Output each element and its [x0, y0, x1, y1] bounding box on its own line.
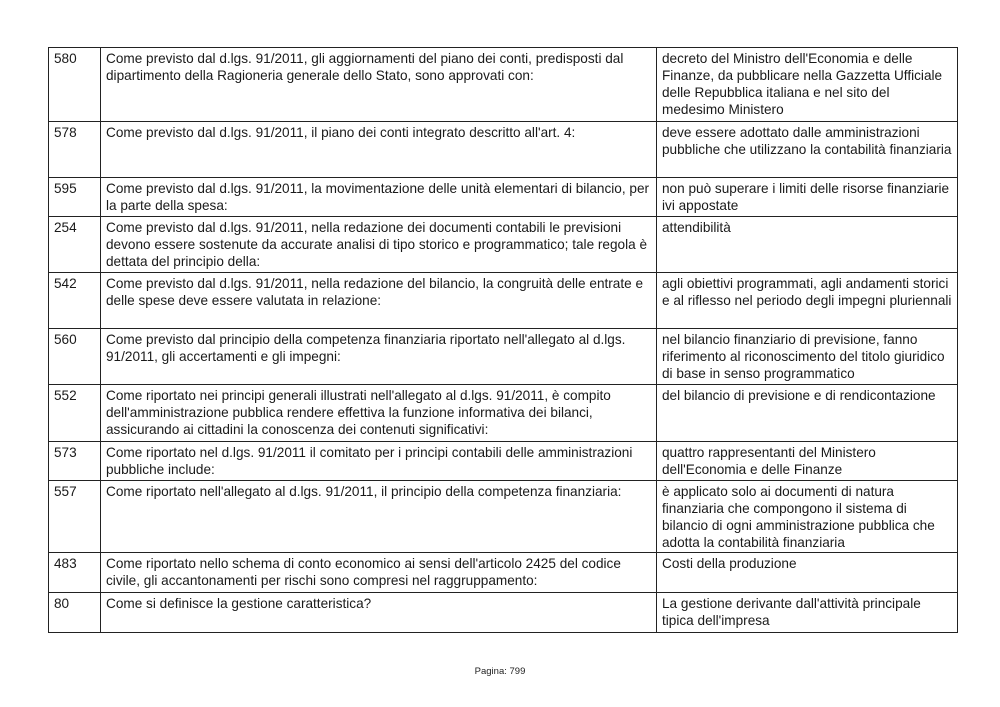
question-text: Come riportato nell'allegato al d.lgs. 91/2011, il principio della competenza finanziaria:	[101, 481, 657, 553]
table-row	[49, 593, 958, 633]
question-id: 560	[49, 329, 101, 385]
question-id: 552	[49, 385, 101, 442]
table-row	[49, 178, 958, 217]
table-row	[49, 48, 958, 122]
answer-text: agli obiettivi programmati, agli andamenti storici e al riflesso nel periodo degli impegni pluriennali	[657, 273, 958, 329]
table-row	[49, 217, 958, 273]
question-id: 595	[49, 178, 101, 217]
table-row	[49, 329, 958, 385]
question-text: Come previsto dal d.lgs. 91/2011, la movimentazione delle unità elementari di bilancio, per la parte della spesa:	[101, 178, 657, 217]
table-row	[49, 553, 958, 593]
answer-text: non può superare i limiti delle risorse finanziarie ivi appostate	[657, 178, 958, 217]
answer-text: deve essere adottato dalle amministrazioni pubbliche che utilizzano la contabilità finanziaria	[657, 122, 958, 178]
question-id: 254	[49, 217, 101, 273]
question-id: 580	[49, 48, 101, 122]
answer-text: Costi della produzione	[657, 553, 958, 593]
table-row	[49, 385, 958, 442]
question-table	[48, 47, 958, 633]
answer-text: La gestione derivante dall'attività principale tipica dell'impresa	[657, 593, 958, 633]
answer-text: decreto del Ministro dell'Economia e delle Finanze, da pubblicare nella Gazzetta Ufficiale delle Repubblica italiana e nel sito del medesimo Ministero	[657, 48, 958, 122]
table-row	[49, 122, 958, 178]
page-number: Pagina: 799	[474, 666, 526, 677]
table-row	[49, 273, 958, 329]
question-text: Come previsto dal d.lgs. 91/2011, nella redazione dei documenti contabili le previsioni devono essere sostenute da accurate analisi di tipo storico e programmatico; tale regola è dettata del principio della:	[101, 217, 657, 273]
question-text: Come previsto dal d.lgs. 91/2011, nella redazione del bilancio, la congruità delle entrate e delle spese deve essere valutata in relazione:	[101, 273, 657, 329]
question-text: Come riportato nel d.lgs. 91/2011 il comitato per i principi contabili delle amministrazioni pubbliche include:	[101, 442, 657, 481]
question-text: Come riportato nello schema di conto economico ai sensi dell'articolo 2425 del codice civile, gli accantonamenti per rischi sono compresi nel raggruppamento:	[101, 553, 657, 593]
answer-text: del bilancio di previsione e di rendicontazione	[657, 385, 958, 442]
question-text: Come previsto dal principio della competenza finanziaria riportato nell'allegato al d.lgs. 91/2011, gli accertamenti e gli impegni:	[101, 329, 657, 385]
question-id: 557	[49, 481, 101, 553]
answer-text: nel bilancio finanziario di previsione, fanno riferimento al riconoscimento del titolo giuridico di base in senso programmatico	[657, 329, 958, 385]
question-id: 80	[49, 593, 101, 633]
answer-text: quattro rappresentanti del Ministero dell'Economia e delle Finanze	[657, 442, 958, 481]
question-text: Come si definisce la gestione caratteristica?	[101, 593, 657, 633]
question-id: 573	[49, 442, 101, 481]
question-id: 542	[49, 273, 101, 329]
question-text: Come riportato nei principi generali illustrati nell'allegato al d.lgs. 91/2011, è compito dell'amministrazione pubblica rendere effettiva la funzione informativa dei bilanci, assicurando ai cittadini la conoscenza dei contenuti significativi:	[101, 385, 657, 442]
question-text: Come previsto dal d.lgs. 91/2011, il piano dei conti integrato descritto all'art. 4:	[101, 122, 657, 178]
answer-text: attendibilità	[657, 217, 958, 273]
question-text: Come previsto dal d.lgs. 91/2011, gli aggiornamenti del piano dei conti, predisposti dal dipartimento della Ragioneria generale dello Stato, sono approvati con:	[101, 48, 657, 122]
answer-text: è applicato solo ai documenti di natura finanziaria che compongono il sistema di bilancio di ogni amministrazione pubblica che adotta la contabilità finanziaria	[657, 481, 958, 553]
table-row	[49, 481, 958, 553]
question-id: 483	[49, 553, 101, 593]
question-id: 578	[49, 122, 101, 178]
table-row	[49, 442, 958, 481]
